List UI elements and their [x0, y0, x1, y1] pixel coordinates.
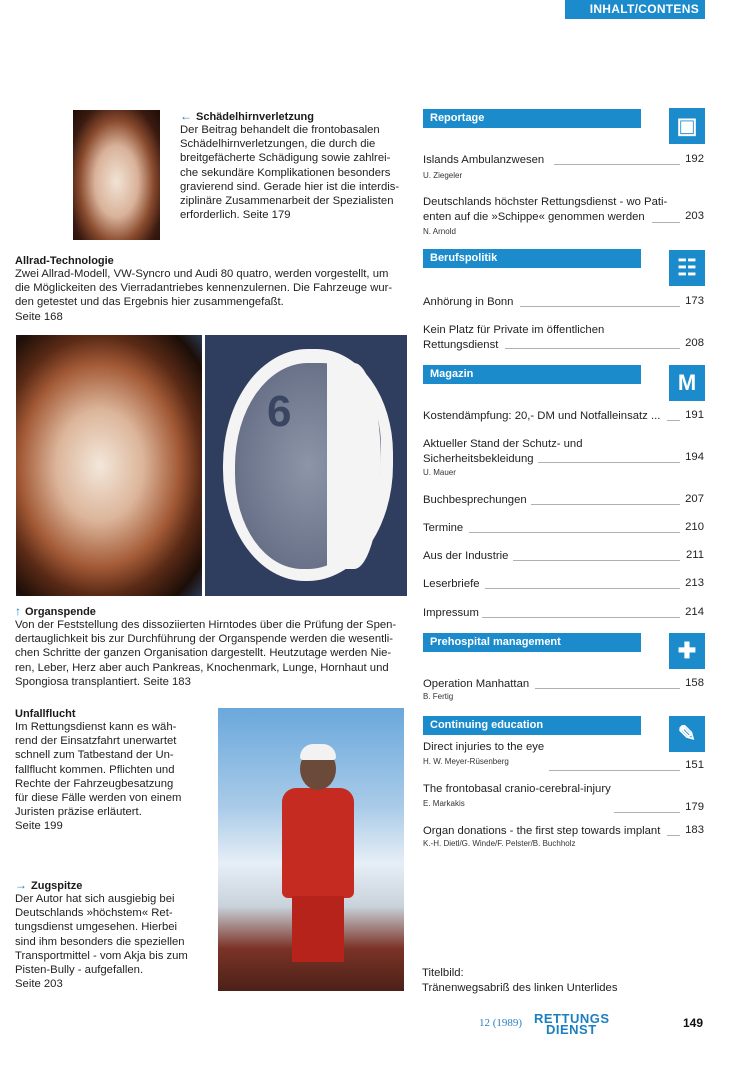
article-body: Der Autor hat sich ausgiebig bei Deutschlands »höchstem« Ret- tungsdienst umgesehen. Hierbei sind ihm besonders die speziellen Transportmittel - vom Akja bis zum Pisten-Bully - aufgefallen. Seite 203 — [15, 893, 188, 991]
article-zugspitze — [15, 878, 215, 991]
arrow-right-icon: → — [15, 878, 27, 892]
article-unfall — [15, 708, 215, 834]
person-desk-icon: ☷ — [669, 250, 705, 286]
magazine-m-icon: M — [669, 365, 705, 401]
toc-author: U. Mauer — [423, 468, 456, 477]
arrow-up-icon: ↑ — [15, 604, 21, 618]
article-title: Allrad-Technologie — [15, 255, 114, 267]
toc-entry[interactable]: Leserbriefe — [423, 578, 480, 590]
toc-page: 203 — [685, 210, 704, 222]
cover-caption: Titelbild: Tränenwegsabriß des linken Unterlides — [422, 967, 618, 994]
toc-page: 191 — [685, 409, 704, 421]
article-title: → Zugspitze — [15, 878, 83, 892]
toc-entry[interactable]: Kostendämpfung: 20,- DM und Notfalleinsatz ... — [423, 410, 661, 422]
toc-entry[interactable]: Anhörung in Bonn — [423, 296, 514, 308]
toc-page: 158 — [685, 677, 704, 689]
article-title: ↑ Organspende — [15, 604, 96, 618]
article-body: Von der Feststellung des dissoziierten Hirntodes über die Prüfung der Spen- dertauglichkeit bis zur Durchführung der Organspende werden die wesentli- chen Schritte der ganzen Organisation dargestellt. Heutzutage werden Nie- ren, Leber, Herz aber auch Pankreas, Knochenmark, Lunge, Hornhaut und Spongiosa transplantiert. Seite 183 — [15, 619, 397, 688]
toc-entry[interactable]: Deutschlands höchster Rettungsdienst - wo Pati- enten auf die »Schippe« genommen werden — [423, 196, 668, 223]
article-schaedel — [180, 109, 405, 222]
camera-icon: ▣ — [669, 108, 705, 144]
toc-entry[interactable]: The frontobasal cranio-cerebral-injury — [423, 783, 611, 795]
rettungsdienst-logo: RETTUNGS DIENST — [534, 1011, 610, 1037]
toc-entry[interactable]: Termine — [423, 522, 464, 534]
section-bar-reportage: Reportage — [423, 109, 641, 128]
article-title: Unfallflucht — [15, 708, 76, 720]
section-bar-magazin: Magazin — [423, 365, 641, 384]
toc-entry[interactable]: Islands Ambulanzwesen — [423, 154, 545, 166]
article-body: Im Rettungsdienst kann es wäh- rend der Einsatzfahrt unerwartet schnell zum Tatbestand der Un- fallflucht kommen. Pflichten und Rechte der Fahrzeugbesatzung für diese Fälle werden von einem Juristen präzise erläutert. Seite 199 — [15, 721, 182, 833]
section-header: INHALT/CONTENS — [565, 0, 705, 19]
toc-author: U. Ziegeler — [423, 171, 463, 180]
arrow-left-icon: ← — [180, 109, 192, 123]
ct-scan-photo — [205, 335, 407, 596]
brain-photo-small — [73, 110, 160, 240]
article-body: Zwei Allrad-Modell, VW-Syncro und Audi 80 quatro, werden vorgestellt, um die Möglickeiten des Vierradantriebes kennenzulernen. Die Fahrzeuge wur- den getestet und das Ergebnis hier zusammengefaßt. Seite 168 — [15, 268, 393, 323]
article-allrad — [15, 255, 410, 324]
section-bar-continuing: Continuing education — [423, 716, 641, 735]
toc-page: 210 — [685, 521, 704, 533]
issue-number: 12 (1989) — [479, 1017, 523, 1029]
toc-entry[interactable]: Operation Manhattan — [423, 678, 530, 690]
section-bar-berufspolitik: Berufspolitik — [423, 249, 641, 268]
teacher-icon: ✎ — [669, 716, 705, 752]
toc-page: 194 — [685, 451, 704, 463]
toc-author: K.-H. Dietl/G. Winde/F. Pelster/B. Buchholz — [423, 839, 576, 848]
toc-page: 192 — [685, 153, 704, 165]
page-number: 149 — [683, 1016, 704, 1030]
toc-entry[interactable]: Impressum — [423, 607, 479, 619]
toc-author: E. Markakis — [423, 799, 465, 808]
toc-entry[interactable]: Aktueller Stand der Schutz- und Sicherheitsbekleidung — [423, 438, 583, 465]
ct-scan-number: 6 — [267, 387, 292, 436]
toc-page: 183 — [685, 824, 704, 836]
toc-entry[interactable]: Direct injuries to the eye — [423, 741, 545, 753]
section-bar-prehospital: Prehospital management — [423, 633, 641, 652]
brain-photo-large — [16, 335, 202, 596]
toc-entry[interactable]: Kein Platz für Private im öffentlichen Rettungsdienst — [423, 324, 605, 351]
toc-author: N. Arnold — [423, 227, 456, 236]
toc-entry[interactable]: Buchbesprechungen — [423, 494, 527, 506]
toc-author: B. Fertig — [423, 692, 454, 701]
article-organ — [15, 604, 410, 689]
article-title: ← Schädelhirnverletzung — [180, 109, 314, 123]
toc-page: 213 — [685, 577, 704, 589]
mountain-rescuer-photo — [218, 708, 404, 991]
toc-entry[interactable]: Aus der Industrie — [423, 550, 509, 562]
toc-page: 151 — [685, 759, 704, 771]
toc-page: 214 — [685, 606, 704, 618]
toc-page: 211 — [685, 549, 704, 561]
toc-page: 207 — [685, 493, 704, 505]
toc-page: 179 — [685, 801, 704, 813]
toc-page: 173 — [685, 295, 704, 307]
article-body: Der Beitrag behandelt die frontobasalen Schädelhirnverletzungen, die durch die breitgefächerte Schädigung sowie zahlrei- che sekundäre Komplikationen besonders gravierend sind. Gerade hier ist die interdis- ziplinäre Zusammenarbeit der Spezialisten erforderlich. Seite 179 — [180, 124, 400, 222]
ambulance-icon: ✚ — [669, 633, 705, 669]
toc-page: 208 — [685, 337, 704, 349]
toc-author: H. W. Meyer-Rüsenberg — [423, 757, 509, 766]
toc-entry[interactable]: Organ donations - the first step towards implant — [423, 825, 661, 837]
